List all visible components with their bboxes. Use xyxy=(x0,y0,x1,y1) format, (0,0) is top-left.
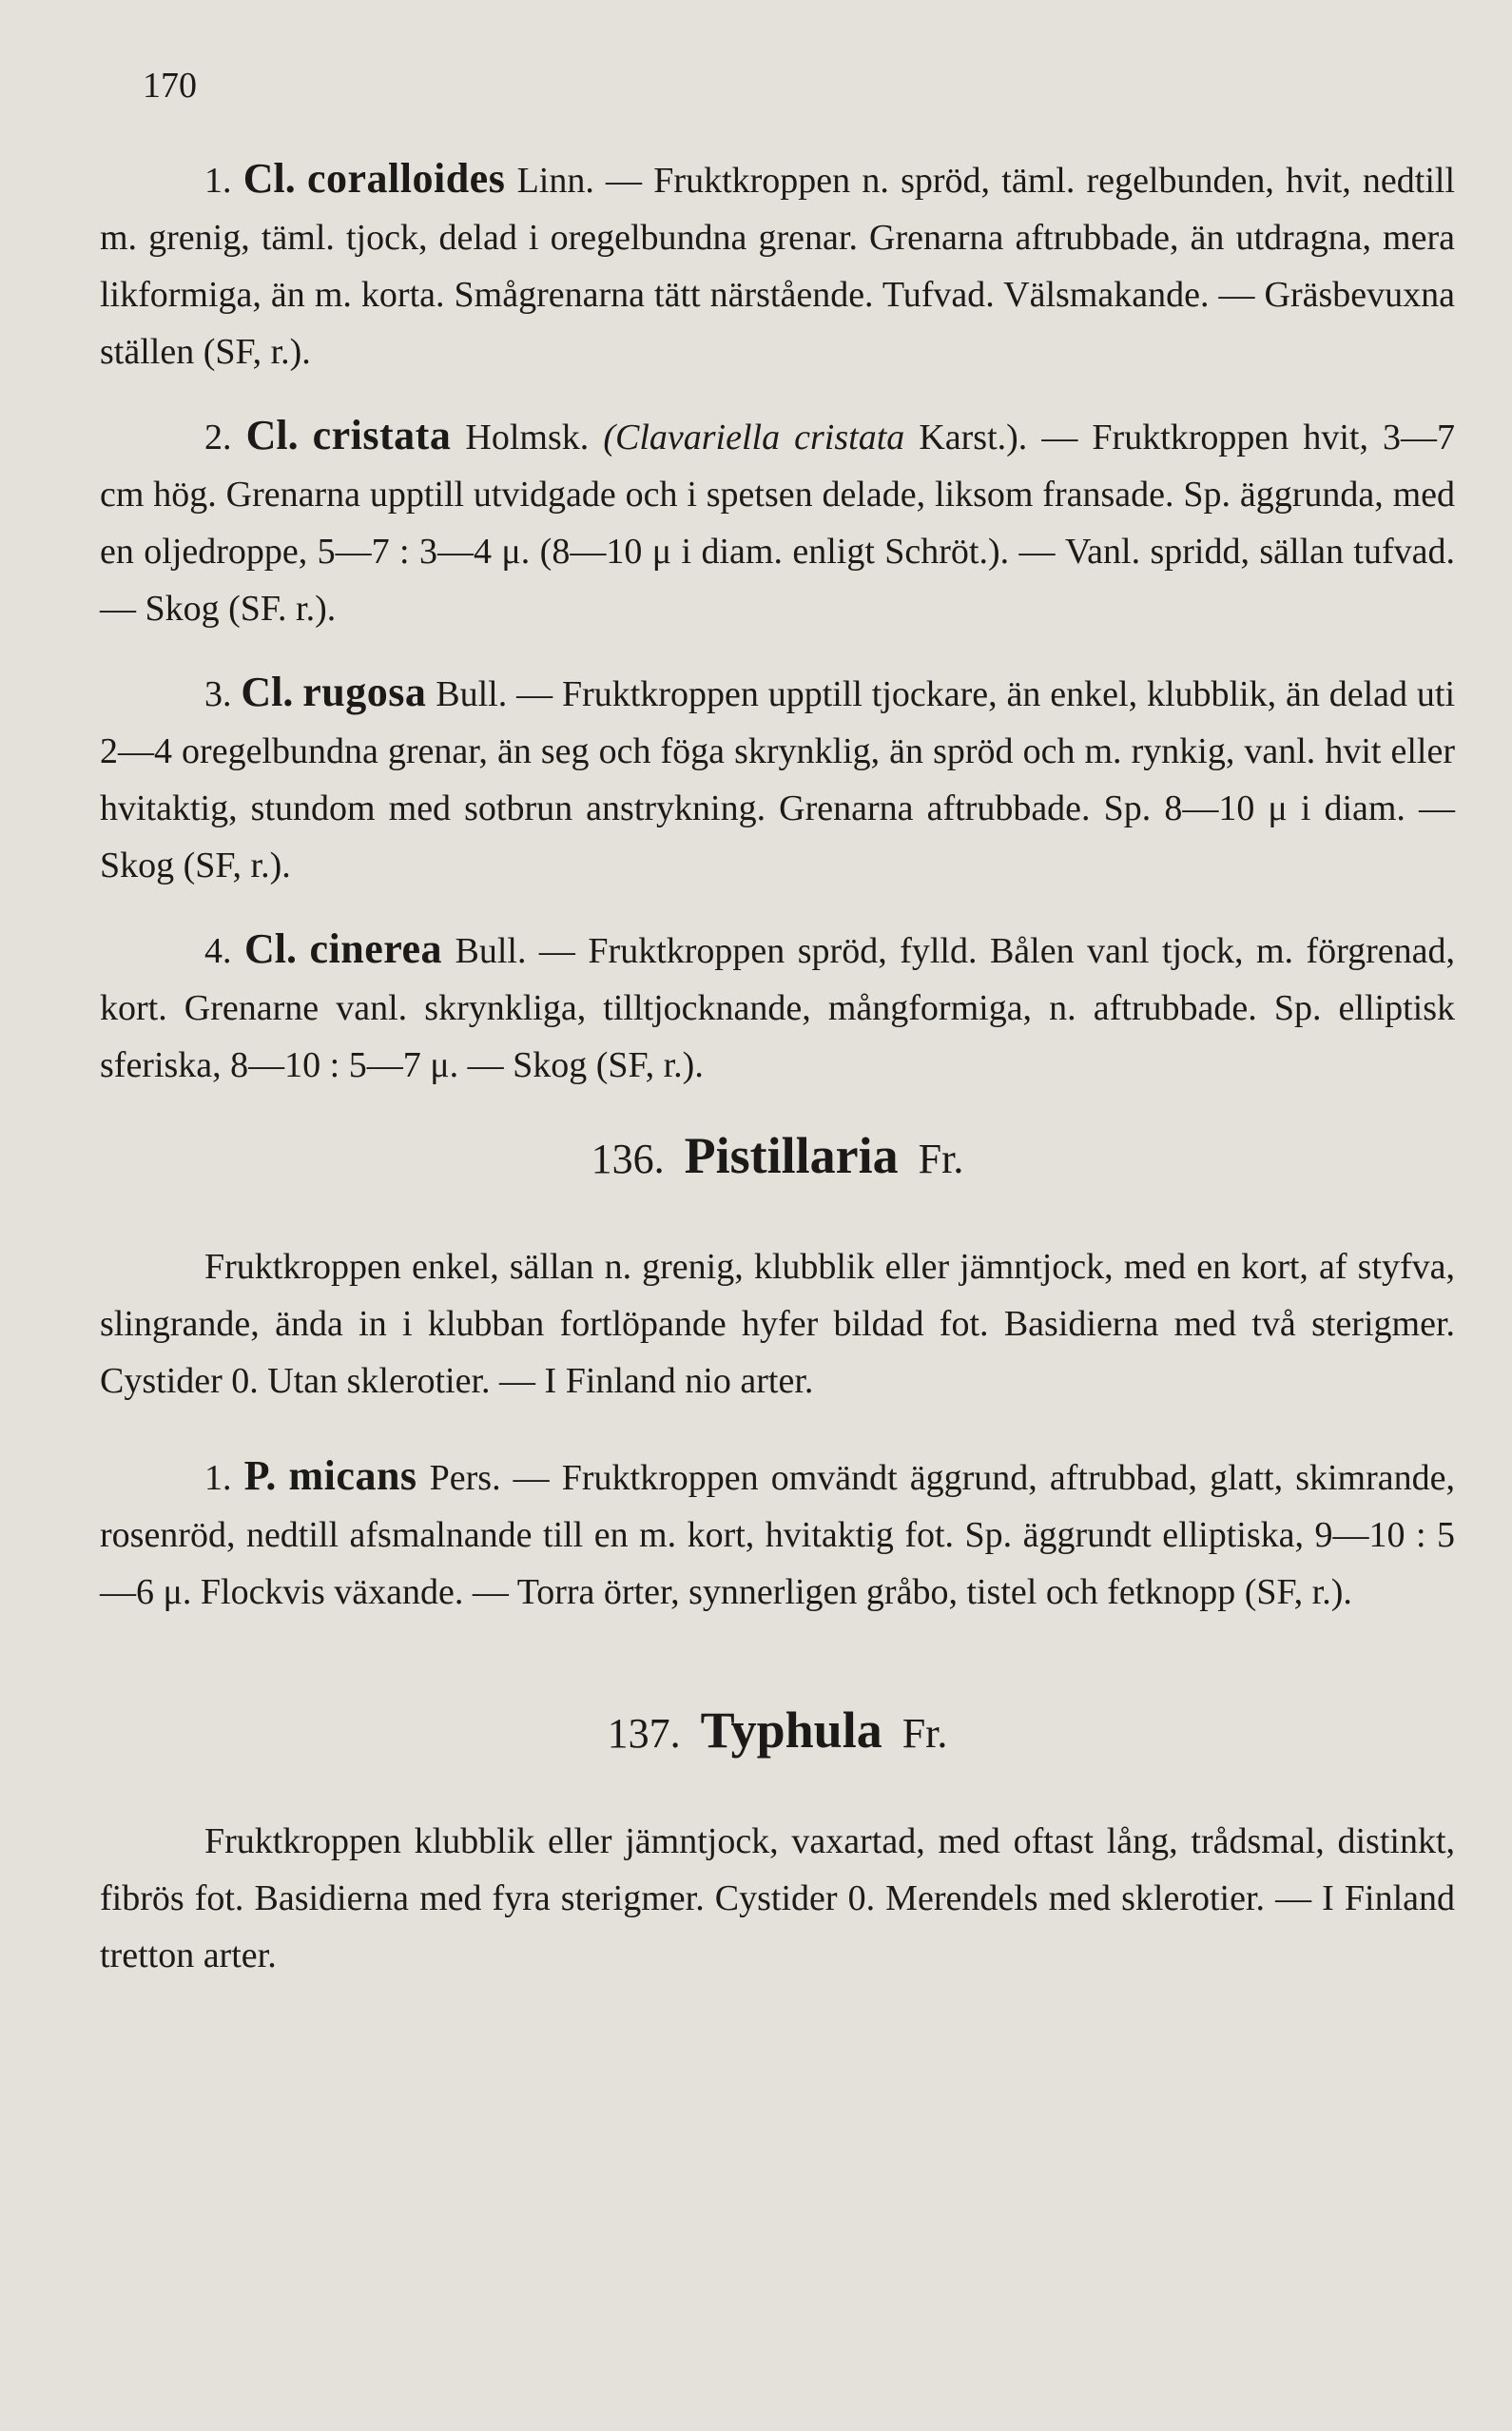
section-heading-pistillaria xyxy=(100,1122,1455,1193)
genus-abbreviation: Cl. xyxy=(242,155,296,202)
species-entry xyxy=(100,921,1455,1094)
genus-abbreviation: Cl. xyxy=(245,412,299,458)
species-entry xyxy=(100,1448,1455,1621)
genus-abbreviation: Cl. xyxy=(243,925,297,972)
species-entry xyxy=(100,407,1455,637)
genus-abbreviation: P. xyxy=(243,1452,277,1499)
genus-name: Pistillaria xyxy=(684,1127,899,1184)
species-name: micans xyxy=(288,1452,417,1499)
genus-author: Fr. xyxy=(901,1710,948,1757)
entry-number: 3. xyxy=(204,674,232,714)
synonym-italic: (Clavariella cristata xyxy=(603,418,905,457)
entry-text: Linn. — Fruktkroppen n. spröd, täml. regelbunden, hvit, nedtill m. grenig, täml. tjock, delad i oregelbundna grenar. Grenarna aftrubbade, än utdragna, mera likformiga, än m. korta. Smågrenarna tätt närstående. Tufvad. Välsmakande. — Gräsbevuxna ställen (SF, r.). xyxy=(100,161,1456,372)
species-name: cristata xyxy=(312,412,452,458)
genus-abbreviation: Cl. xyxy=(241,669,294,715)
section-number: 136. xyxy=(591,1136,665,1182)
entry-text: Bull. — Fruktkroppen upptill tjockare, än enkel, klubblik, än delad uti 2—4 oregelbundna grenar, än seg och föga skrynklig, än spröd och m. rynkig, vanl. hvit eller hvitaktig, stundom med sotbrun anstrykning. Grenarna aftrubbade. Sp. 8—10 μ i diam. — Skog (SF, r.). xyxy=(100,674,1456,885)
genus-description: Fruktkroppen klubblik eller jämntjock, vaxartad, med oftast lång, trådsmal, distinkt, fibrös fot. Basidierna med fyra sterigmer. Cystider 0. Merendels med sklerotier. — I Finland tretton arter. xyxy=(100,1821,1455,1975)
entry-number: 1. xyxy=(204,161,232,201)
genus-name: Typhula xyxy=(700,1702,882,1759)
species-entry xyxy=(100,150,1455,380)
entry-text: Pers. — Fruktkroppen omvändt äggrund, aftrubbad, glatt, skimrande, rosenröd, nedtill afsmalnande till en m. kort, hvitaktig fot. Sp. äggrundt elliptiska, 9—10 : 5—6 μ. Flockvis växande. — Torra örter, synnerligen gråbo, tistel och fetknopp (SF, r.). xyxy=(100,1458,1455,1612)
species-entry xyxy=(100,664,1455,894)
entry-text: Bull. — Fruktkroppen spröd, fylld. Bålen vanl tjock, m. förgrenad, kort. Grenarne vanl. skrynkliga, tilltjocknande, mångformiga, n. aftrubbade. Sp. elliptisk sferiska, 8—10 : 5—7 μ. — Skog (SF, r.). xyxy=(100,931,1455,1085)
entry-number: 1. xyxy=(204,1458,232,1498)
text-column xyxy=(100,150,1455,1984)
entry-author: Holmsk. xyxy=(465,418,590,457)
entry-number: 2. xyxy=(204,418,232,457)
section-heading-typhula xyxy=(100,1697,1455,1767)
entry-number: 4. xyxy=(204,931,232,971)
species-name: cinerea xyxy=(309,925,442,972)
page-number: 170 xyxy=(143,66,197,106)
section-number: 137. xyxy=(607,1710,681,1757)
genus-author: Fr. xyxy=(918,1136,964,1182)
species-name: coralloides xyxy=(306,155,506,202)
genus-description: Fruktkroppen enkel, sällan n. grenig, klubblik eller jämntjock, med en kort, af styfva, slingrande, ända in i klubban fortlöpande hyfer bildad fot. Basidierna med två sterigmer. Cystider 0. Utan sklerotier. — I Finland nio arter. xyxy=(100,1247,1455,1401)
entry-text: Karst.). — Fruktkroppen hvit, 3—7 cm hög. Grenarna upptill utvidgade och i spetsen delade, liksom fransade. Sp. äggrunda, med en oljedroppe, 5—7 : 3—4 μ. (8—10 μ i diam. enligt Schröt.). — Vanl. spridd, sällan tufvad. — Skog (SF. r.). xyxy=(100,418,1456,629)
species-name: rugosa xyxy=(302,669,427,715)
